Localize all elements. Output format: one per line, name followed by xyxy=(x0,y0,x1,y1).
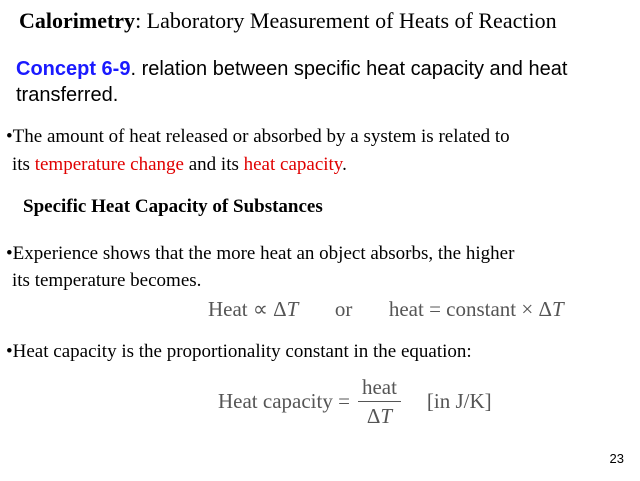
title-bold: Calorimetry xyxy=(19,8,136,33)
bullet-marker: • xyxy=(6,126,13,147)
eq2-numerator: heat xyxy=(358,375,401,402)
eq2-lhs: Heat capacity = xyxy=(218,389,350,413)
eq2-var: T xyxy=(380,404,393,428)
bullet-text-line1: The amount of heat released or absorbed by a system is related to xyxy=(12,126,510,147)
title-rest: : Laboratory Measurement of Heats of Reaction xyxy=(135,8,557,33)
eq1-lhs: Heat ∝ Δ xyxy=(208,297,287,321)
bullet-text-end: . xyxy=(342,154,347,175)
bullet-text: Heat capacity is the proportionality constant in the equation: xyxy=(12,341,472,362)
bullet-text-line1: Experience shows that the more heat an object absorbs, the higher xyxy=(12,243,515,264)
eq2-delta: Δ xyxy=(366,404,381,428)
highlight-heat-capacity: heat capacity xyxy=(243,154,343,175)
slide-title xyxy=(19,8,557,34)
equation-proportionality xyxy=(208,297,564,322)
bullet-text-mid: and its xyxy=(183,154,244,175)
subheading: Specific Heat Capacity of Substances xyxy=(23,196,323,217)
concept-statement xyxy=(16,56,626,108)
eq1-or: or xyxy=(334,297,353,321)
bullet-marker: • xyxy=(6,341,13,362)
eq2-units: [in J/K] xyxy=(426,389,492,413)
concept-label: Concept 6-9 xyxy=(16,58,131,80)
eq2-denominator xyxy=(363,402,396,428)
bullet-experience-line2: its temperature becomes. xyxy=(12,270,202,291)
bullet-text-pre: its xyxy=(12,154,35,175)
eq1-rhs-var: T xyxy=(552,297,564,321)
bullet-experience xyxy=(6,241,514,267)
bullet-heat-relation-line2 xyxy=(12,152,347,178)
page-number: 23 xyxy=(609,451,624,466)
eq1-rhs: heat = constant × Δ xyxy=(388,297,552,321)
highlight-temperature-change: temperature change xyxy=(34,154,184,175)
equation-heat-capacity xyxy=(218,375,492,428)
bullet-heat-capacity-definition xyxy=(6,339,472,365)
bullet-heat-relation xyxy=(6,124,510,150)
eq1-lhs-var: T xyxy=(286,297,299,321)
bullet-marker: • xyxy=(6,243,13,264)
concept-text: . relation between specific heat capacity and heat transferred. xyxy=(16,58,568,106)
eq2-fraction xyxy=(358,375,401,428)
